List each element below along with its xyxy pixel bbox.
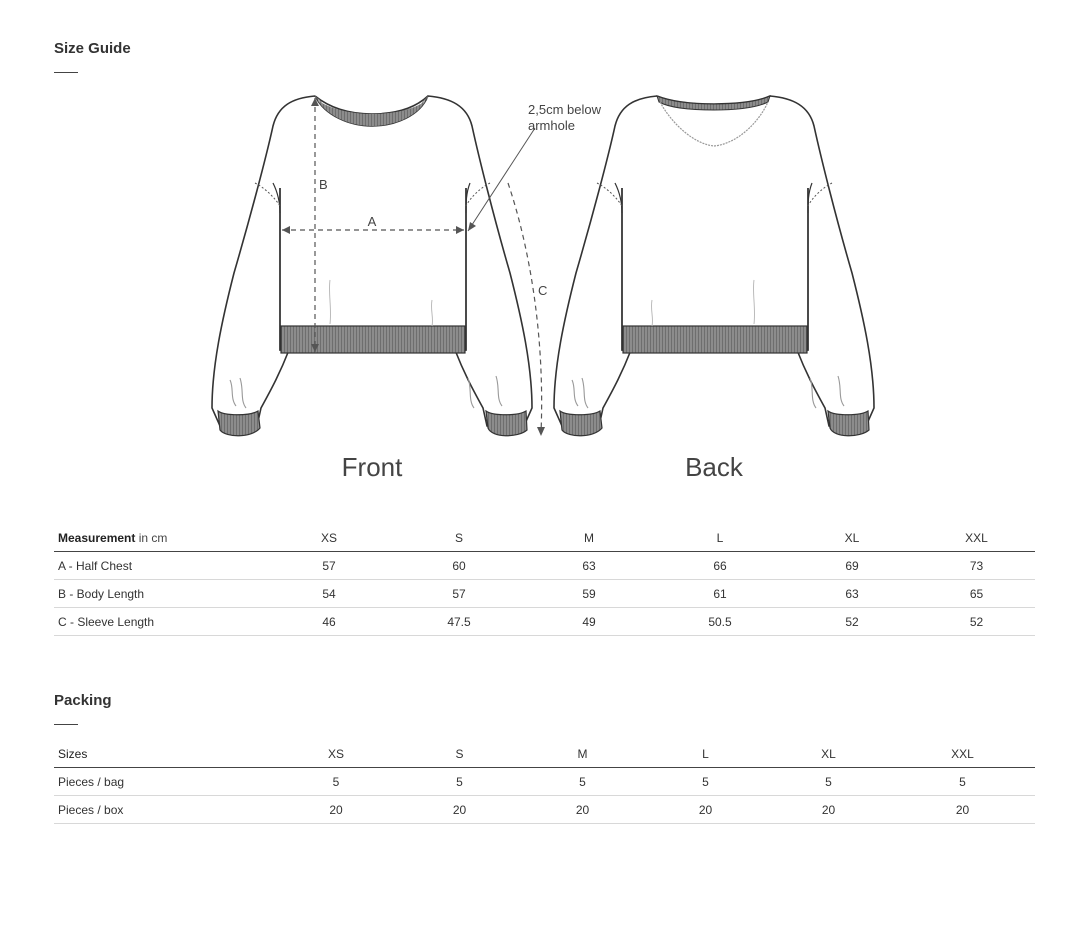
back-hem-rib	[623, 326, 807, 353]
table-cell: 52	[918, 608, 1035, 636]
table-cell: 57	[264, 552, 394, 580]
table-row	[54, 552, 1035, 580]
sweater-diagram	[200, 88, 900, 488]
packing-table	[54, 740, 1035, 824]
table-cell: 46	[264, 608, 394, 636]
label-b: B	[319, 177, 328, 192]
size-col-s: S	[398, 740, 521, 768]
size-col-xl: XL	[767, 740, 890, 768]
table-cell: 69	[786, 552, 918, 580]
annotation-line-1: 2,5cm below	[528, 102, 601, 117]
table-cell: 5	[890, 768, 1035, 796]
row-label: Pieces / box	[54, 796, 274, 824]
measure-line-c	[508, 183, 542, 433]
size-guide-title: Size Guide	[54, 40, 131, 57]
size-guide-title-rule	[54, 72, 78, 73]
table-cell: 59	[524, 580, 654, 608]
front-hem-rib	[281, 326, 465, 353]
back-right-cuff	[828, 411, 869, 436]
table-cell: 20	[644, 796, 767, 824]
table-row	[54, 580, 1035, 608]
packing-header-row	[54, 740, 1035, 768]
measurement-header: Measurement in cm	[54, 524, 264, 552]
front-body-outline	[212, 96, 532, 426]
table-row	[54, 768, 1035, 796]
table-cell: 5	[644, 768, 767, 796]
table-cell: 60	[394, 552, 524, 580]
label-c: C	[538, 283, 548, 298]
size-col-xxl: XXL	[918, 524, 1035, 552]
front-garment	[212, 96, 602, 482]
packing-title: Packing	[54, 692, 112, 709]
table-cell: 20	[767, 796, 890, 824]
packing-header: Sizes	[54, 740, 274, 768]
size-col-xs: XS	[274, 740, 398, 768]
table-cell: 54	[264, 580, 394, 608]
table-row	[54, 796, 1035, 824]
table-cell: 50.5	[654, 608, 786, 636]
table-cell: 20	[521, 796, 644, 824]
size-col-s: S	[394, 524, 524, 552]
annotation-line-2: armhole	[528, 118, 575, 133]
size-col-m: M	[524, 524, 654, 552]
size-col-l: L	[644, 740, 767, 768]
table-cell: 20	[274, 796, 398, 824]
back-garment	[554, 96, 874, 482]
table-cell: 5	[767, 768, 890, 796]
size-col-xxl: XXL	[890, 740, 1035, 768]
row-label: B - Body Length	[54, 580, 264, 608]
annotation-pointer	[468, 128, 535, 231]
table-cell: 61	[654, 580, 786, 608]
table-cell: 47.5	[394, 608, 524, 636]
row-label: C - Sleeve Length	[54, 608, 264, 636]
table-cell: 52	[786, 608, 918, 636]
size-col-m: M	[521, 740, 644, 768]
front-right-cuff	[486, 411, 527, 436]
measurement-table	[54, 524, 1035, 636]
table-cell: 20	[890, 796, 1035, 824]
table-cell: 20	[398, 796, 521, 824]
table-row	[54, 608, 1035, 636]
back-left-cuff	[560, 411, 602, 436]
table-cell: 5	[274, 768, 398, 796]
row-label: A - Half Chest	[54, 552, 264, 580]
measurement-header-row	[54, 524, 1035, 552]
table-cell: 63	[524, 552, 654, 580]
row-label: Pieces / bag	[54, 768, 274, 796]
size-col-l: L	[654, 524, 786, 552]
table-cell: 66	[654, 552, 786, 580]
table-cell: 63	[786, 580, 918, 608]
table-cell: 65	[918, 580, 1035, 608]
table-cell: 73	[918, 552, 1035, 580]
size-col-xl: XL	[786, 524, 918, 552]
front-label: Front	[341, 452, 403, 482]
front-left-cuff	[218, 411, 260, 436]
table-cell: 5	[398, 768, 521, 796]
label-a: A	[367, 214, 377, 229]
table-cell: 57	[394, 580, 524, 608]
table-cell: 49	[524, 608, 654, 636]
back-label: Back	[685, 452, 743, 482]
packing-title-rule	[54, 724, 78, 725]
size-col-xs: XS	[264, 524, 394, 552]
table-cell: 5	[521, 768, 644, 796]
